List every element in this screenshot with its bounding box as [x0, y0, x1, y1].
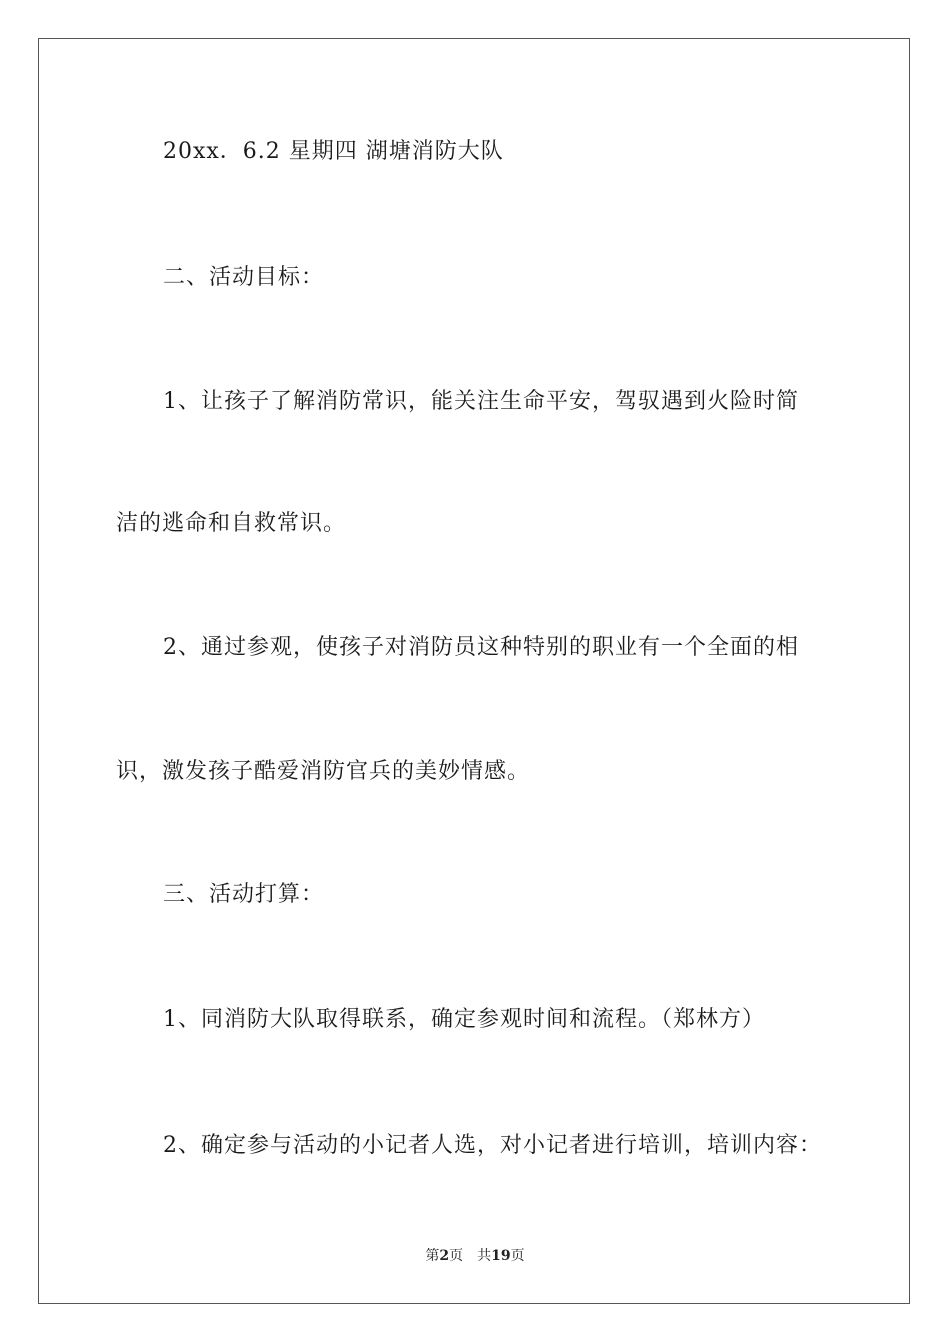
section-heading-preparation: 三、活动打算：: [163, 882, 325, 907]
preparation-item-1: 1、同消防大队取得联系，确定参观时间和流程。（郑林方）: [163, 1007, 765, 1032]
date-location-line: 20xx．6.2 星期四 湖塘消防大队: [163, 139, 504, 164]
total-suffix: 页: [510, 1248, 525, 1264]
page-border: [38, 38, 910, 1304]
page-footer: [0, 1246, 950, 1266]
page-suffix: 页: [449, 1248, 464, 1264]
section-heading-goals: 二、活动目标：: [163, 265, 325, 290]
goal-item-2: 2、通过参观，使孩子对消防员这种特别的职业有一个全面的相: [163, 635, 799, 660]
page-number: 2: [439, 1248, 450, 1264]
goal-item-1-continued: 洁的逃命和自救常识。: [116, 511, 347, 536]
total-prefix: 共: [477, 1248, 492, 1264]
preparation-item-2: 2、确定参与活动的小记者人选，对小记者进行培训，培训内容：: [163, 1133, 822, 1158]
total-pages: 19: [491, 1248, 511, 1264]
page-prefix: 第: [425, 1248, 440, 1264]
goal-item-1: 1、让孩子了解消防常识，能关注生命平安，驾驭遇到火险时简: [163, 389, 799, 414]
goal-item-2-continued: 识，激发孩子酷爱消防官兵的美妙情感。: [116, 759, 531, 784]
